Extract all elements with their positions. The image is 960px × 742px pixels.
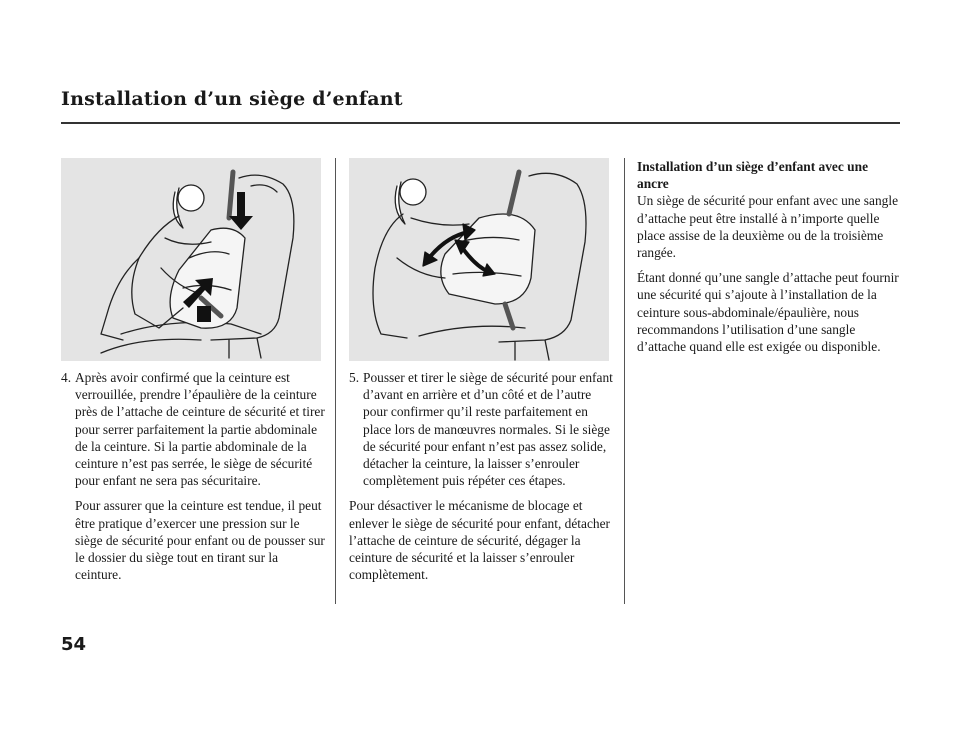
column-divider-right <box>624 158 625 604</box>
step-text: Pousser et tirer le siège de sécurité pour enfant d’avant en arrière et d’un côté et de l’autre pour confirmer qu’il reste parfaitement en place lors de manœuvres normales. Si le siège de sécurité pour enfant n’est pas assez solide, détacher la ceinture, la laisser s’enrouler complètement puis répéter ces étapes. <box>363 370 613 489</box>
step-text: Après avoir confirmé que la ceinture est verrouillée, prendre l’épaulière de la ceinture près de l’attache de ceinture de sécurité et tirer pour serrer parfaitement la partie abdominale de la ceinture. Si la partie abdominale de la ceinture n’est pas serrée, le siège de sécurité pour enfant ne sera pas sécuritaire. <box>75 370 325 489</box>
illustration-rock-child-seat <box>349 158 609 361</box>
person-rocking-child-seat-icon <box>349 158 609 361</box>
step-4-note: Pour assurer que la ceinture est tendue, il peut être pratique d’exercer une pression sur le siège de sécurité pour enfant ou de pousser sur le dossier du siège tout en tirant sur la ceinture. <box>75 498 325 583</box>
page-number: 54 <box>61 634 87 655</box>
person-tightening-seat-belt-icon <box>61 158 321 361</box>
anchor-paragraph-2: Étant donné qu’une sangle d’attache peut fournir une sécurité qui s’ajoute à l’installation de la ceinture sous-abdominale/épaulière, nous recommandons l’utilisation d’une sangle d’attache quand elle est exigée ou disponible. <box>637 270 899 355</box>
column-2-text <box>349 369 613 591</box>
page-title: Installation d’un siège d’enfant <box>61 88 403 110</box>
step-number: 4. <box>61 370 72 385</box>
column-3-text <box>637 158 899 363</box>
release-paragraph: Pour désactiver le mécanisme de blocage et enlever le siège de sécurité pour enfant, détacher l’attache de ceinture de sécurité, dégager la ceinture de sécurité et la laisser s’enrouler complètement. <box>349 498 610 583</box>
column-1-text <box>61 369 327 591</box>
section-subheading: Installation d’un siège d’enfant avec une ancre <box>637 159 869 192</box>
illustration-tighten-belt <box>61 158 321 361</box>
column-divider-left <box>335 158 336 604</box>
title-divider <box>61 122 900 124</box>
step-number: 5. <box>349 370 360 385</box>
step-5 <box>349 369 613 489</box>
anchor-paragraph-1: Un siège de sécurité pour enfant avec une sangle d’attache peut être installé à n’importe quelle place assise de la deuxième ou de la troisième rangée. <box>637 193 899 261</box>
step-4 <box>61 369 327 489</box>
